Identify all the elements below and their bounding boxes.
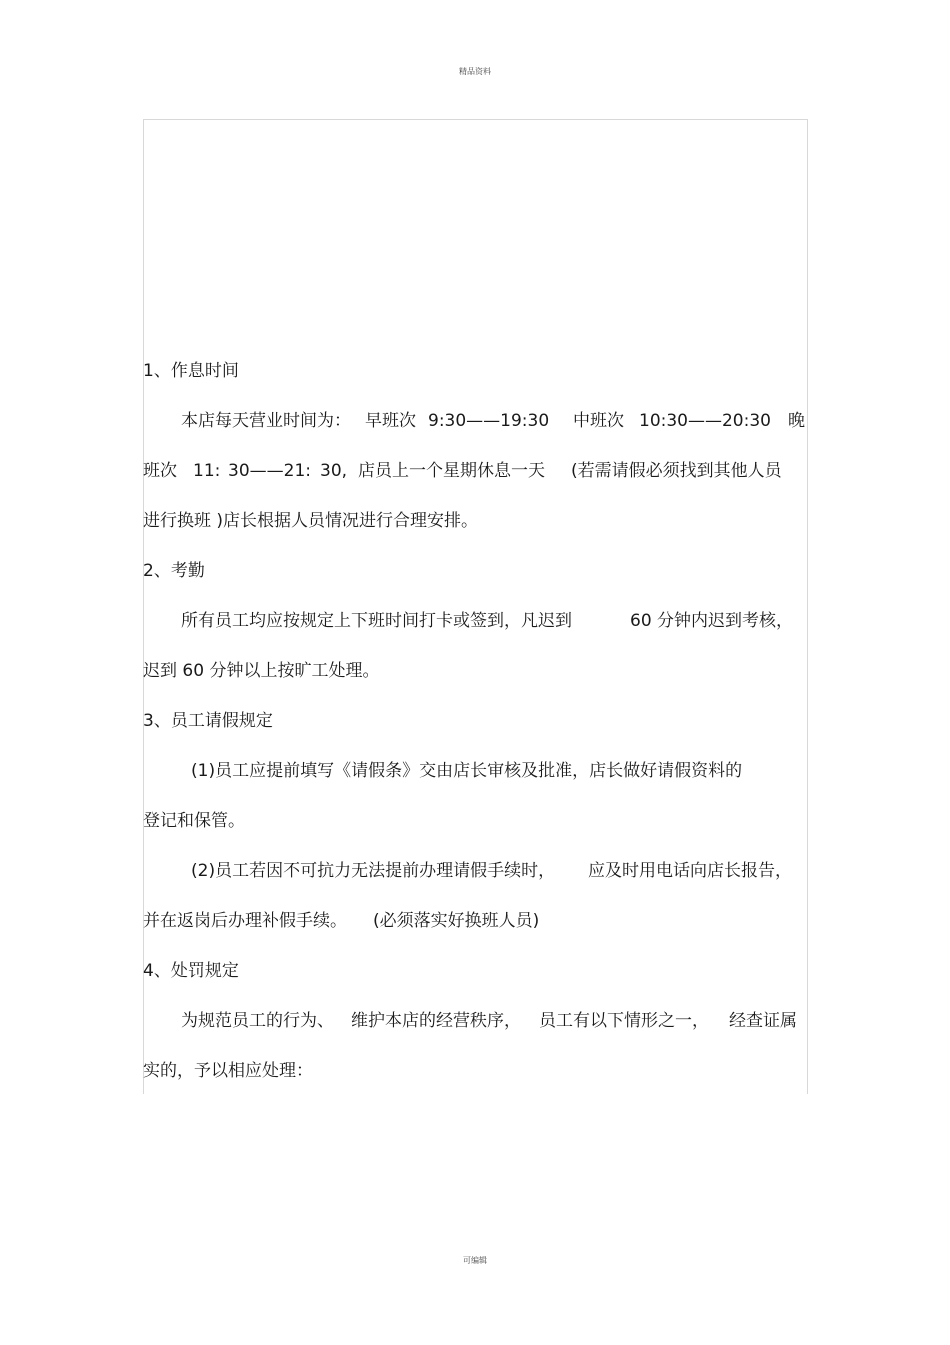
frame-top-border [143, 119, 808, 120]
paragraph-line: 进行换班 )店长根据人员情况进行合理安排。 [143, 511, 479, 531]
section-heading: 1、作息时间 [143, 361, 239, 381]
paragraph-line: 迟到 60 分钟以上按旷工处理。 [143, 661, 380, 681]
section-heading: 4、处罚规定 [143, 961, 239, 981]
paragraph-line: (2)员工若因不可抗力无法提前办理请假手续时， 应及时用电话向店长报告， [191, 861, 792, 881]
paragraph-line: 班次 11: 30——21: 30, 店员上一个星期休息一天 (若需请假必须找到其他人员 [143, 461, 782, 481]
section-heading: 3、员工请假规定 [143, 711, 273, 731]
document-body [143, 346, 807, 1096]
paragraph-line: (1)员工应提前填写《请假条》交由店长审核及批准，店长做好请假资料的 [191, 761, 743, 781]
paragraph-line: 实的，予以相应处理： [143, 1061, 313, 1081]
paragraph-line: 登记和保管。 [143, 811, 245, 831]
section-heading: 2、考勤 [143, 561, 205, 581]
page-header-note: 精品资料 [459, 67, 491, 76]
paragraph-line: 并在返岗后办理补假手续。 (必须落实好换班人员) [143, 911, 540, 931]
paragraph-line: 为规范员工的行为、 维护本店的经营秩序， 员工有以下情形之一， 经查证属 [181, 1011, 797, 1031]
paragraph-line: 所有员工均应按规定上下班时间打卡或签到，凡迟到 60 分钟内迟到考核， [181, 611, 794, 631]
frame-right-border [807, 119, 808, 1094]
page-footer-note: 可编辑 [463, 1256, 487, 1265]
paragraph-line: 本店每天营业时间为： 早班次 9:30——19:30 中班次 10:30——20:30 晚 [181, 411, 805, 431]
